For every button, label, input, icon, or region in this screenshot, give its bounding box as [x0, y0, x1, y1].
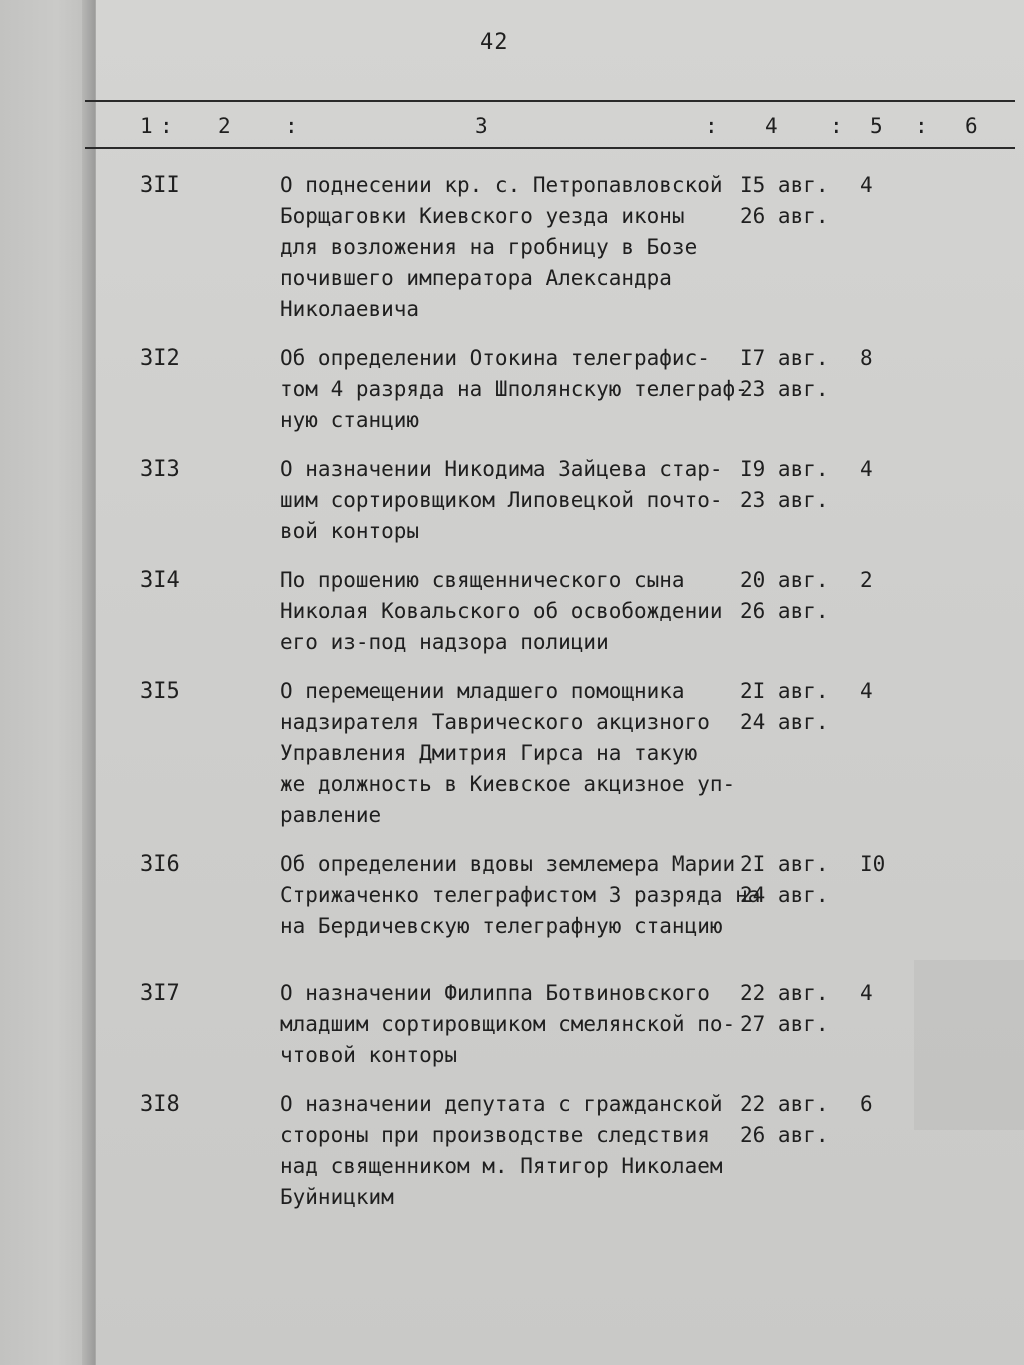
register-entry — [0, 849, 1024, 942]
column-header-5: 5 — [870, 114, 883, 138]
entry-number: 3I8 — [140, 1092, 180, 1117]
entry-description: О назначении Филиппа Ботвиновского младшим сортировщиком смелянской по- чтовой конторы — [280, 981, 736, 1067]
entry-start-date: 22 авг. — [740, 981, 829, 1005]
entry-dates — [740, 343, 835, 436]
entry-dates — [740, 170, 835, 325]
entry-sheet-count: 2 — [860, 568, 873, 592]
entry-number: 3I7 — [140, 981, 180, 1006]
entry-dates — [740, 1089, 835, 1213]
entry-description: О поднесении кр. с. Петропавловской Борщаговки Киевского уезда иконы для возложения на гробницу в Бозе почившего императора Александра Николаевича — [280, 173, 723, 321]
entry-number: 3I2 — [140, 346, 180, 371]
entry-dates — [740, 454, 835, 547]
column-header-1: 1 — [140, 114, 153, 138]
register-entries — [0, 170, 1024, 1213]
register-entry — [0, 676, 1024, 831]
register-entry — [0, 170, 1024, 325]
entry-sheet-count: 6 — [860, 1092, 873, 1116]
column-header-3: 3 — [475, 114, 488, 138]
entry-sheet-count: I0 — [860, 852, 886, 876]
entry-dates — [740, 849, 835, 942]
entry-start-date: 2I авг. — [740, 679, 829, 703]
page-number: 42 — [480, 30, 509, 55]
table-header-rule — [85, 147, 1015, 149]
entry-end-date: 26 авг. — [740, 204, 829, 228]
entry-dates — [740, 978, 835, 1071]
entry-end-date: 23 авг. — [740, 377, 829, 401]
register-entry — [0, 454, 1024, 547]
entry-end-date: 26 авг. — [740, 1123, 829, 1147]
entry-number: 3II — [140, 173, 180, 198]
entry-number: 3I5 — [140, 679, 180, 704]
register-entry — [0, 978, 1024, 1071]
column-separator: : — [285, 114, 298, 138]
register-entry — [0, 565, 1024, 658]
register-entry — [0, 1089, 1024, 1213]
entry-end-date: 26 авг. — [740, 599, 829, 623]
entry-end-date: 23 авг. — [740, 488, 829, 512]
entry-start-date: I9 авг. — [740, 457, 829, 481]
entry-description: Об определении Отокина телеграфис- том 4 разряда на Шполянскую телеграф- ную станцию — [280, 346, 748, 432]
entry-description: О перемещении младшего помощника надзирателя Таврического акцизного Управления Дмитрия Гирса на такую же должность в Киевское акцизное уп- равление — [280, 679, 736, 827]
entry-start-date: 22 авг. — [740, 1092, 829, 1116]
entry-dates — [740, 676, 835, 831]
entry-description: По прошению священнического сына Николая Ковальского об освобождении его из-под надзора полиции — [280, 568, 723, 654]
entry-start-date: 20 авг. — [740, 568, 829, 592]
entry-description: Об определении вдовы землемера Марии Стрижаченко телеграфистом 3 разряда на на Бердичевскую телеграфную станцию — [280, 852, 761, 938]
entry-end-date: 27 авг. — [740, 1012, 829, 1036]
table-top-rule — [85, 100, 1015, 102]
column-header-row — [140, 114, 1000, 144]
entry-number: 3I6 — [140, 852, 180, 877]
entry-sheet-count: 4 — [860, 457, 873, 481]
entry-sheet-count: 4 — [860, 679, 873, 703]
entry-dates — [740, 565, 835, 658]
entry-start-date: 2I авг. — [740, 852, 829, 876]
entry-description: О назначении Никодима Зайцева стар- шим сортировщиком Липовецкой почто- вой конторы — [280, 457, 723, 543]
entry-number: 3I4 — [140, 568, 180, 593]
column-separator: : — [705, 114, 718, 138]
entry-sheet-count: 4 — [860, 173, 873, 197]
entry-number: 3I3 — [140, 457, 180, 482]
column-header-4: 4 — [765, 114, 778, 138]
entry-start-date: I5 авг. — [740, 173, 829, 197]
column-separator: : — [830, 114, 843, 138]
entry-end-date: 24 авг. — [740, 710, 829, 734]
entry-start-date: I7 авг. — [740, 346, 829, 370]
entry-sheet-count: 8 — [860, 346, 873, 370]
register-entry — [0, 343, 1024, 436]
column-header-2: 2 — [218, 114, 231, 138]
entry-end-date: 24 авг. — [740, 883, 829, 907]
entry-sheet-count: 4 — [860, 981, 873, 1005]
column-header-6: 6 — [965, 114, 978, 138]
entry-description: О назначении депутата с гражданской стороны при производстве следствия над священником м. Пятигор Николаем Буйницким — [280, 1092, 723, 1209]
column-separator: : — [160, 114, 173, 138]
column-separator: : — [915, 114, 928, 138]
